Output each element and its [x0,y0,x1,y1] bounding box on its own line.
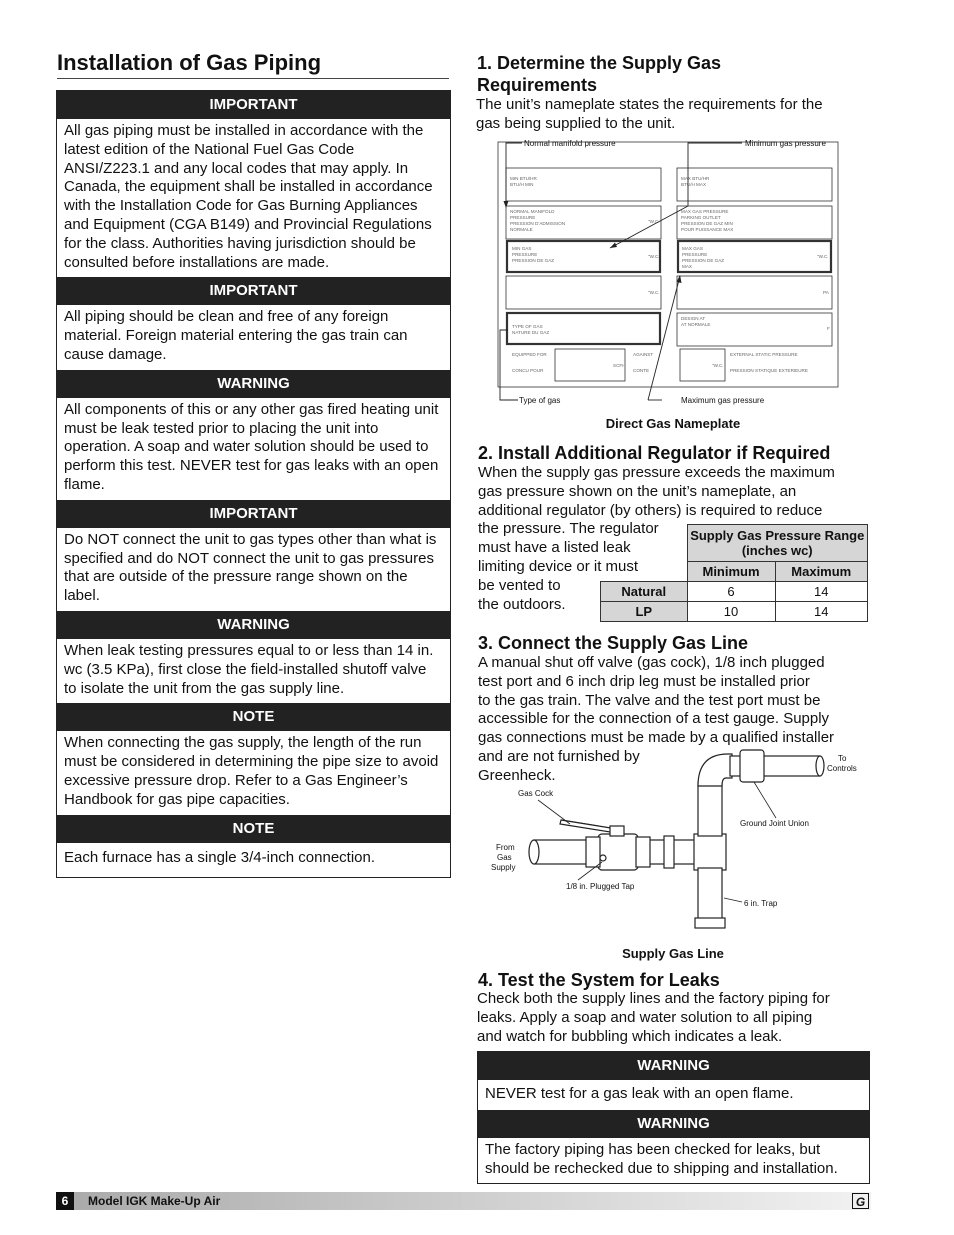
body-line: Check both the supply lines and the factory piping for [477,990,830,1007]
label-from-2: Gas [497,853,512,862]
np-label: AT NORMALE [681,322,711,327]
pressure-range-table [600,524,868,622]
table-row-label: Natural [601,582,688,602]
notice-heading-note: NOTE [57,815,450,843]
body-line: test port and 6 inch drip leg must be installed prior [478,672,810,690]
label-to-controls-2: Controls [827,764,857,773]
title-divider [57,78,449,79]
body-line: and are not furnished by [478,747,640,765]
body-line: The unit’s nameplate states the requirements for the [476,96,823,113]
np-unit: "W.C. [712,363,724,368]
section-4-heading: 4. Test the System for Leaks [478,970,720,990]
np-label: NATURE DU GAZ [512,330,550,335]
drip-leg-cap [695,918,725,928]
notice-text: All gas piping must be installed in accordance with the latest edition of the National Fuel Gas Code ANSI/Z223.1 and any local codes that may apply. In Canada, the equipment shall be installed in accordance with the Installation Code for Gas Burning Appliances and Equipment (CGA B149) and Provincial Regulations for the class. Authorities having jurisdiction should be consulted before installations are made. [64,122,433,271]
np-label: BTU/H MAX [681,182,707,187]
np-label: BTU/H MIN [510,182,534,187]
valve-fitting [636,837,650,867]
np-label: MAX [682,264,692,269]
ground-joint-union [740,750,764,782]
notice-text: The factory piping has been checked for leaks, but should be rechecked due to shipping and installation. [485,1140,838,1177]
leak-warnings-box [477,1051,870,1184]
np-label: PRESSION STATIQUE EXTERIEURE [730,368,808,373]
callout-type-of-gas: Type of gas [519,396,561,405]
section-2-heading: 2. Install Additional Regulator if Required [478,443,831,463]
notice-text: Each furnace has a single 3/4-inch connection. [64,848,376,866]
footer-model-name: Model IGK Make-Up Air [88,1194,221,1208]
drip-leg-pipe [698,868,722,922]
body-line: accessible for the connection of a test gauge. Supply [478,710,830,728]
union-fitting [664,836,674,868]
np-unit: PA [823,290,829,295]
leader-union [754,782,776,818]
np-label: PARKING OUTLET [681,215,721,220]
section-1-body [476,96,823,134]
np-label: MIN GAS [512,246,532,251]
np-label: PRESSION D’ADMISSION [510,221,566,226]
body-line: When the supply gas pressure exceeds the maximum [478,464,835,481]
body-line: the pressure. The regulator [478,520,659,538]
notice-text: Do NOT connect the unit to gas types other than what is specified and do NOT connect the unit to gas pressures that are outside of the pressure range shown on the label. [64,530,437,605]
body-line: limiting device or it must [478,557,639,575]
body-line: and watch for bubbling which indicates a leak. [477,1027,783,1045]
leader-trap [724,898,742,902]
direct-gas-nameplate-diagram [490,134,850,410]
label-trap: 6 in. Trap [744,899,778,908]
notice-text: NEVER test for a gas leak with an open flame. [485,1085,794,1102]
section-3-heading: 3. Connect the Supply Gas Line [478,633,749,653]
valve-fitting [586,837,600,867]
notice-heading-important: IMPORTANT [57,500,450,528]
table-cell: 6 [687,582,775,602]
label-gas-cock: Gas Cock [518,789,554,798]
np-label: PRESSURE [682,252,708,257]
notice-text: All piping should be clean and free of any foreign material. Foreign material entering the gas train can cause damage. [64,308,408,363]
body-line: additional regulator (by others) is required to reduce [478,501,823,519]
body-line: the outdoors. [478,595,566,613]
body-line: Greenheck. [478,766,556,784]
np-unit: "W.C. [817,254,829,259]
body-line: gas connections must be made by a qualified installer [478,729,835,747]
section-4-body [477,990,830,1046]
table-row-label: LP [601,602,688,622]
notice-text: All components of this or any other gas fired heating unit must be leak tested prior to placing the unit into operation. A soap and water solution should be used to perform this test. NEVER test for gas leaks with an open flame. [64,400,439,493]
np-label: PRESSION DE GAZ [512,258,555,263]
notice-heading-important: IMPORTANT [57,91,450,119]
nameplate-caption: Direct Gas Nameplate [605,416,741,431]
table-cell: 14 [775,602,867,622]
section-1-title-line: 1. Determine the Supply Gas [477,53,722,73]
gas-cock-stem [610,826,624,836]
plugged-tap [600,855,606,861]
body-line: A manual shut off valve (gas cock), 1/8 inch plugged [478,654,825,671]
np-unit: "W.C. [648,290,660,295]
notices-box [56,90,451,878]
notice-heading-warning: WARNING [478,1052,869,1080]
gas-cock-valve [598,834,638,870]
np-label: PRESSION DE GAZ MIN [681,221,733,226]
nameplate-outline [498,142,838,387]
label-to-controls-1: To [838,754,847,763]
body-line: gas being supplied to the unit. [476,114,676,132]
notice-heading-warning: WARNING [57,611,450,639]
table-cell: 14 [775,582,867,602]
np-label: POUR PUISSANCE MAX [681,227,734,232]
body-line: gas pressure shown on the unit’s nameplate, an [478,482,797,500]
np-label: PRESSURE [512,252,538,257]
arrowhead [610,243,617,249]
np-label: TYPE OF GAS [512,324,543,329]
notice-heading-important: IMPORTANT [57,277,450,305]
np-label: EXTERNAL STATIC PRESSURE [730,352,798,357]
pipe-end [529,840,539,864]
np-label: CONCU POUR [512,368,544,373]
leader-gas-cock [538,800,570,824]
callout-line-normal [506,143,522,206]
label-from-1: From [496,843,515,852]
field-blank-right [677,276,832,309]
notice-text: When leak testing pressures equal to or less than 14 in. wc (3.5 KPa), first close the field-installed shutoff valve to isolate the unit from the gas supply line. [64,641,434,697]
table-row [601,602,868,622]
page-number: 6 [56,1192,74,1210]
callout-line-minimum [688,143,742,206]
supply-gas-line-diagram [486,742,866,942]
np-label: MAX BTU/HR [681,176,710,181]
table-cell: 10 [687,602,775,622]
section-1-heading [477,52,721,96]
np-label: EQUIPPED FOR [512,352,547,357]
arrowhead [504,201,509,208]
table-header-pressure-range: Supply Gas Pressure Range (inches wc) [687,525,868,562]
np-label: MAX GAS PRESSURE [681,209,729,214]
notice-text: When connecting the gas supply, the length of the run must be considered in determining the pipe size to avoid excessive pressure drop. Refer to a Gas Engineer’s Handbook for gas pipe capacities. [64,734,439,808]
greenheck-logo-icon: G [852,1193,869,1209]
callout-minimum-gas-pressure: Minimum gas pressure [745,139,826,148]
notice-heading-warning: WARNING [478,1110,869,1138]
notice-heading-note: NOTE [57,703,450,731]
np-unit: "W.C. [648,254,660,259]
np-label: NORMAL MANIFOLD [510,209,555,214]
np-unit: F [827,326,830,331]
body-line: be vented to [478,576,561,594]
np-label: MAX GAS [682,246,703,251]
body-line: must have a listed leak [478,539,631,557]
np-label: PRESSURE [510,215,536,220]
section-1-title-line: Requirements [477,75,598,95]
tee-fitting [694,834,726,870]
riser-pipe [698,782,722,836]
np-label: NORMALE [510,227,533,232]
callout-line-type [500,330,518,400]
body-line: to the gas train. The valve and the test port must be [478,691,821,709]
elbow-fitting [698,754,732,786]
np-unit: "W.C. [648,219,660,224]
np-label: MIN BTU/HR [510,176,537,181]
np-label: CONTE [633,368,650,373]
table-header-minimum: Minimum [687,562,775,582]
field-blank-left [506,276,661,309]
np-label: DESIGN AT [681,316,706,321]
page-title: Installation of Gas Piping [57,50,322,75]
label-plugged-tap: 1/8 in. Plugged Tap [566,882,635,891]
table-header-maximum: Maximum [775,562,867,582]
np-label: PRESSION DE GAZ [682,258,725,263]
label-from-3: Supply [491,863,516,872]
piping-caption: Supply Gas Line [622,946,724,961]
notice-heading-warning: WARNING [57,370,450,398]
np-label: AGAINST [633,352,654,357]
callout-normal-manifold-pressure: Normal manifold pressure [524,139,616,148]
label-ground-joint-union: Ground Joint Union [740,819,809,828]
body-line: leaks. Apply a soap and water solution to all piping [477,1008,813,1026]
pipe-end [816,756,824,776]
np-unit: SCFH [613,363,626,368]
table-row [601,582,868,602]
callout-maximum-gas-pressure: Maximum gas pressure [681,396,765,405]
